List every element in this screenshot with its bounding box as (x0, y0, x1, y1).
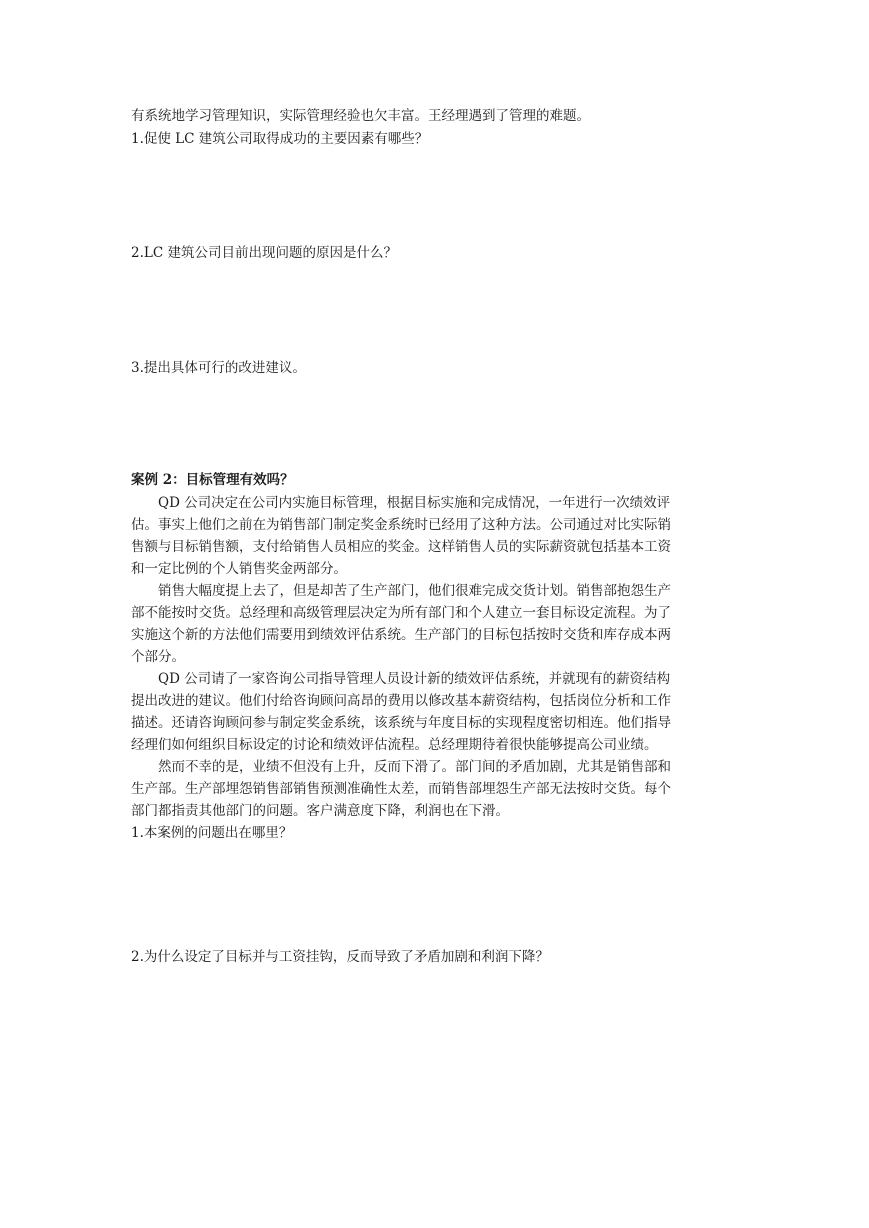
paragraph-line: QD 公司决定在公司内实施目标管理，根据目标实施和完成情况，一年进行一次绩效评 (158, 495, 671, 511)
case1-question-1: 1.促使 LC 建筑公司取得成功的主要因素有哪些？ (131, 131, 429, 147)
paragraph-line: 部不能按时交货。总经理和高级管理层决定为所有部门和个人建立一套目标设定流程。为了 (131, 605, 671, 621)
case1-question-2: 2.LC 建筑公司目前出现问题的原因是什么？ (131, 245, 397, 261)
paragraph-line: 实施这个新的方法他们需要用到绩效评估系统。生产部门的目标包括按时交货和库存成本两 (131, 627, 671, 643)
case2-title: 案例 2：目标管理有效吗？ (131, 472, 294, 488)
case2-question-2: 2.为什么设定了目标并与工资挂钩，反而导致了矛盾加剧和利润下降？ (131, 949, 549, 965)
paragraph-line: 销售大幅度提上去了，但是却苦了生产部门，他们很难完成交货计划。销售部抱怨生产 (158, 583, 671, 599)
paragraph-line: 提出改进的建议。他们付给咨询顾问高昂的费用以修改基本薪资结构，包括岗位分析和工作 (131, 693, 671, 709)
paragraph-line: 部门都指责其他部门的问题。客户满意度下降，利润也在下滑。 (131, 803, 509, 819)
paragraph-line: 个部分。 (131, 649, 185, 665)
case2-paragraph-1 (131, 492, 743, 580)
case2-paragraph-3 (131, 668, 743, 756)
paragraph-line: 然而不幸的是，业绩不但没有上升，反而下滑了。部门间的矛盾加剧，尤其是销售部和 (158, 759, 671, 775)
case1-question-3: 3.提出具体可行的改进建议。 (131, 360, 306, 376)
paragraph-line: 估。事实上他们之前在为销售部门制定奖金系统时已经用了这种方法。公司通过对比实际销 (131, 517, 671, 533)
paragraph-line: 售额与目标销售额，支付给销售人员相应的奖金。这样销售人员的实际薪资就包括基本工资 (131, 539, 671, 555)
case2-paragraph-4 (131, 756, 743, 822)
paragraph-line: 经理们如何组织目标设定的讨论和绩效评估流程。总经理期待着很快能够提高公司业绩。 (131, 737, 658, 753)
intro-tail-text: 有系统地学习管理知识，实际管理经验也欠丰富。王经理遇到了管理的难题。 (131, 108, 590, 124)
paragraph-line: 描述。还请咨询顾问参与制定奖金系统，该系统与年度目标的实现程度密切相连。他们指导 (131, 715, 671, 731)
paragraph-line: QD 公司请了一家咨询公司指导管理人员设计新的绩效评估系统，并就现有的薪资结构 (158, 671, 671, 687)
case2-paragraph-2 (131, 580, 743, 668)
paragraph-line: 生产部。生产部埋怨销售部销售预测准确性太差，而销售部埋怨生产部无法按时交货。每个 (131, 781, 671, 797)
paragraph-line: 和一定比例的个人销售奖金两部分。 (131, 561, 347, 577)
case2-question-1: 1.本案例的问题出在哪里？ (131, 825, 293, 841)
